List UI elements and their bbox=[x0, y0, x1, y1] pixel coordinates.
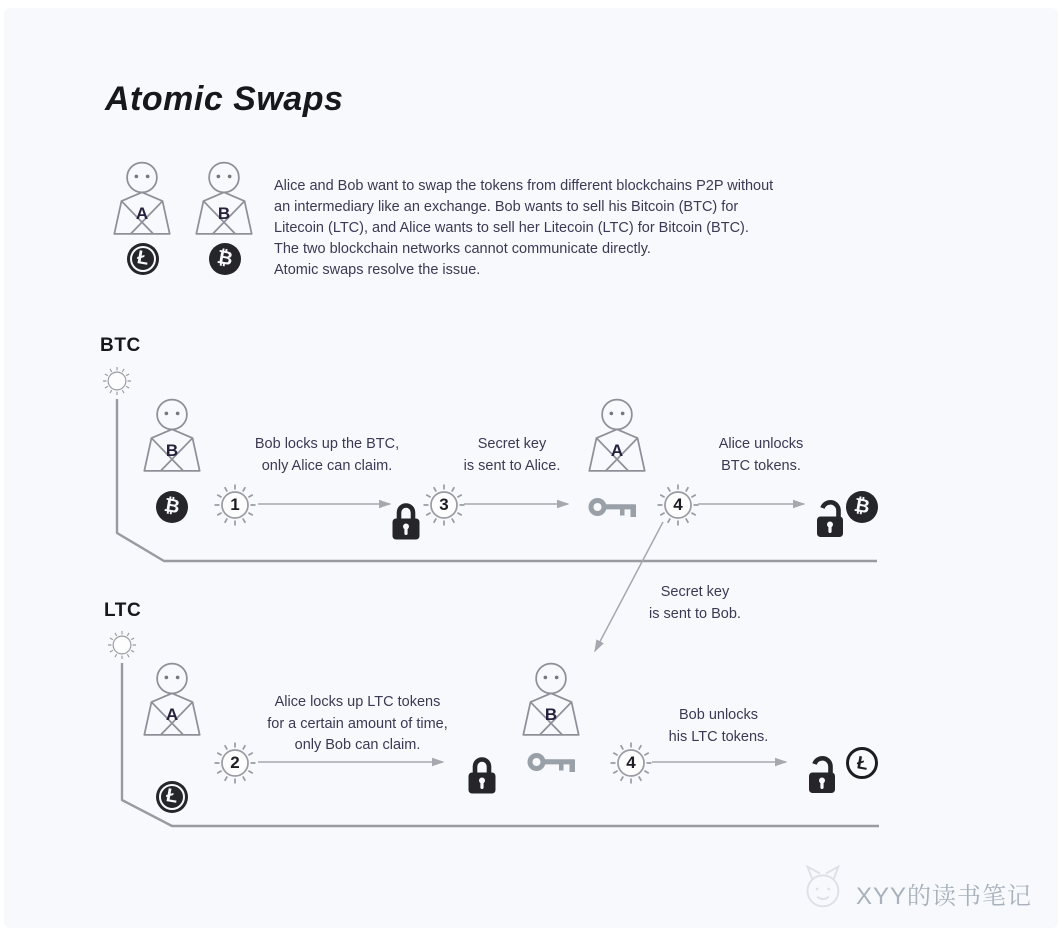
btc-alice-figure bbox=[586, 397, 648, 475]
alice-figure bbox=[111, 160, 173, 238]
person-icon bbox=[111, 160, 173, 238]
litecoin-icon bbox=[156, 781, 188, 813]
bitcoin-glyph: ₿ bbox=[215, 246, 235, 271]
caption-line: is sent to Bob. bbox=[649, 605, 741, 622]
lock-closed-icon bbox=[465, 753, 499, 795]
caption-line: Bob unlocks bbox=[679, 707, 758, 723]
btc-step-1-gear bbox=[213, 483, 257, 527]
person-label: A bbox=[610, 441, 624, 460]
caption-line: Alice unlocks bbox=[718, 436, 804, 452]
person-icon bbox=[141, 661, 203, 739]
intro-line: an intermediary like an exchange. Bob wants to sell his Bitcoin (BTC) for bbox=[274, 199, 739, 215]
caption-line: Secret key bbox=[477, 436, 547, 452]
step-number: 1 bbox=[230, 495, 240, 514]
person-label: A bbox=[165, 705, 179, 724]
caption-line: his LTC tokens. bbox=[668, 728, 769, 745]
page-title: Atomic Swaps bbox=[105, 80, 344, 118]
cross-chain-caption bbox=[619, 582, 771, 625]
intro-line: The two blockchain networks cannot communicate directly. bbox=[274, 241, 651, 257]
caption-line: Alice locks up LTC tokens bbox=[274, 694, 441, 710]
caption-line: Secret key bbox=[660, 584, 730, 600]
ltc-lane-label: LTC bbox=[104, 600, 142, 621]
bitcoin-icon bbox=[209, 243, 241, 275]
ltc-alice-figure bbox=[141, 661, 203, 739]
btc-step-3-gear bbox=[422, 483, 466, 527]
key-icon bbox=[526, 749, 578, 775]
btc-bob-figure bbox=[141, 397, 203, 475]
person-label: B bbox=[217, 204, 231, 223]
ltc-step4-caption bbox=[641, 705, 796, 748]
btc-step4-caption bbox=[683, 434, 839, 477]
bob-figure bbox=[193, 160, 255, 238]
litecoin-icon bbox=[846, 747, 878, 779]
btc-step-4-gear bbox=[656, 483, 700, 527]
litecoin-glyph: Ł bbox=[135, 247, 151, 270]
intro-line: Alice and Bob want to swap the tokens from different blockchains P2P without bbox=[274, 178, 774, 194]
btc-step3-caption bbox=[437, 434, 587, 477]
intro-paragraph bbox=[274, 176, 773, 281]
btc-chain-gear-icon bbox=[102, 366, 132, 396]
litecoin-glyph: Ł bbox=[164, 785, 180, 808]
person-label: B bbox=[544, 705, 558, 724]
step-number: 3 bbox=[439, 495, 449, 514]
person-icon bbox=[141, 397, 203, 475]
key-icon bbox=[587, 494, 639, 520]
intro-line: Litecoin (LTC), and Alice wants to sell her Litecoin (LTC) for Bitcoin (BTC). bbox=[274, 220, 749, 236]
bitcoin-glyph: ₿ bbox=[852, 494, 872, 519]
intro-line: Atomic swaps resolve the issue. bbox=[274, 262, 481, 278]
step-number: 2 bbox=[230, 753, 240, 772]
step-number: 4 bbox=[673, 495, 683, 514]
caption-line: for a certain amount of time, bbox=[267, 715, 448, 732]
watermark-text: XYY的读书笔记 bbox=[856, 883, 1033, 910]
caption-line: only Bob can claim. bbox=[294, 737, 421, 753]
bitcoin-icon bbox=[156, 491, 188, 523]
caption-line: only Alice can claim. bbox=[261, 457, 393, 474]
person-label: B bbox=[165, 441, 179, 460]
lock-closed-icon bbox=[389, 499, 423, 541]
person-label: A bbox=[135, 204, 149, 223]
litecoin-icon bbox=[127, 243, 159, 275]
caption-line: is sent to Alice. bbox=[463, 457, 561, 474]
ltc-chain-gear-icon bbox=[107, 630, 137, 660]
lock-open-icon bbox=[809, 497, 851, 539]
lock-open-icon bbox=[801, 753, 843, 795]
btc-step1-caption bbox=[238, 434, 416, 477]
caption-line: Bob locks up the BTC, bbox=[254, 436, 400, 452]
person-icon bbox=[193, 160, 255, 238]
ltc-step2-caption bbox=[230, 692, 485, 757]
litecoin-glyph: Ł bbox=[854, 751, 870, 774]
caption-line: BTC tokens. bbox=[721, 457, 801, 474]
bitcoin-icon bbox=[846, 491, 878, 523]
cat-logo-icon bbox=[792, 858, 850, 916]
btc-lane-label: BTC bbox=[100, 335, 141, 356]
person-icon bbox=[586, 397, 648, 475]
person-icon bbox=[520, 661, 582, 739]
ltc-bob-figure bbox=[520, 661, 582, 739]
step-number: 4 bbox=[626, 753, 636, 772]
bitcoin-glyph: ₿ bbox=[162, 494, 182, 519]
